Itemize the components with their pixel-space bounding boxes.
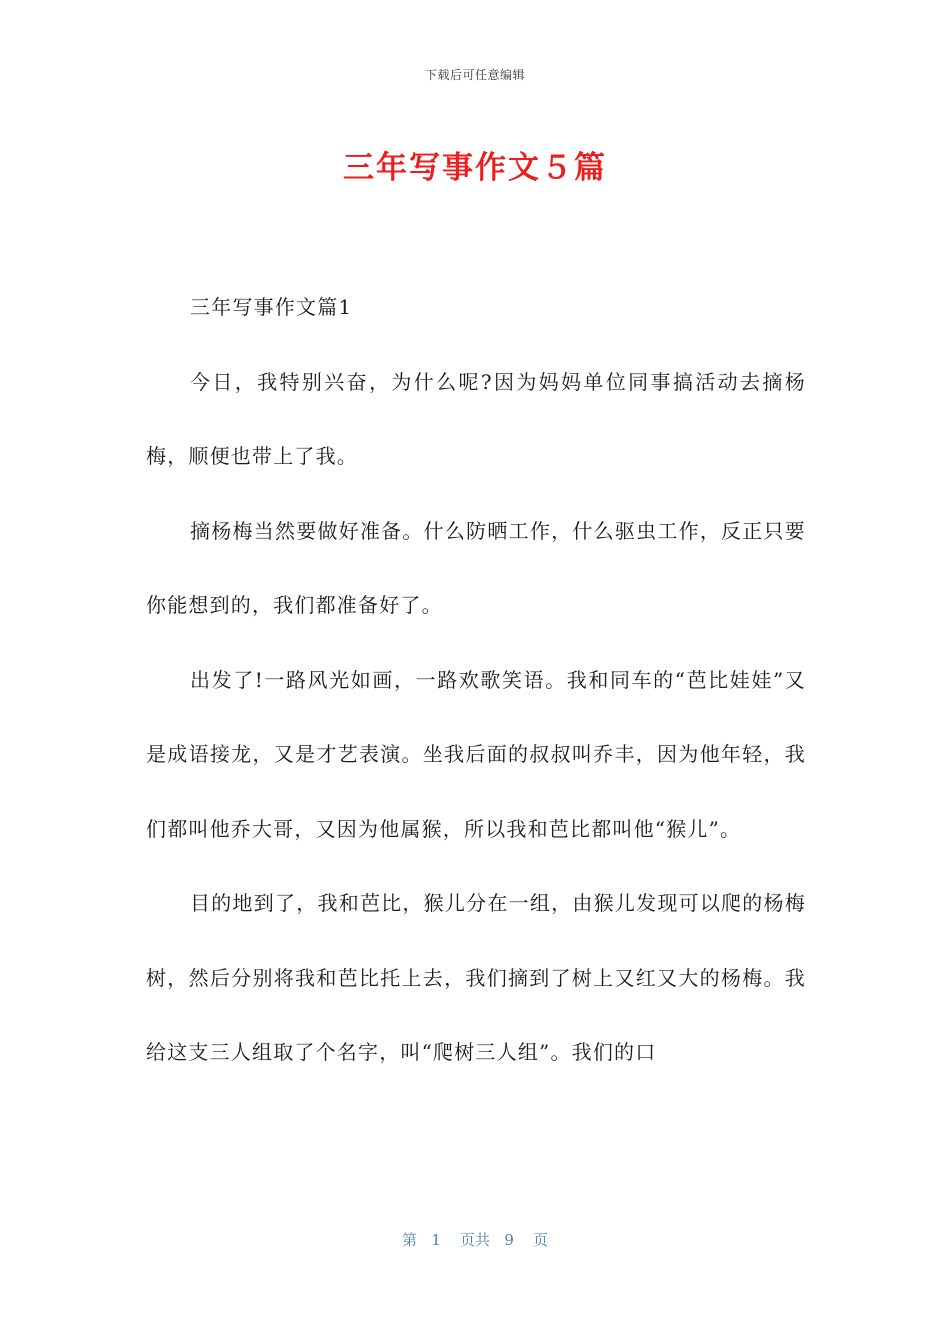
footer-page-number: 1 — [431, 1231, 441, 1249]
paragraph: 今日，我特别兴奋，为什么呢?因为妈妈单位同事搞活动去摘杨梅，顺便也带上了我。 — [146, 369, 806, 468]
section-heading: 三年写事作文篇1 — [190, 295, 353, 319]
footer-prefix: 第 — [402, 1231, 418, 1249]
document-title: 三年写事作文５篇 — [343, 150, 607, 186]
paragraph: 摘杨梅当然要做好准备。什么防晒工作，什么驱虫工作，反正只要你能想到的，我们都准备好了。 — [146, 518, 806, 617]
footer-middle: 页共 — [459, 1231, 490, 1249]
footer-total-pages: 9 — [504, 1231, 514, 1249]
header-note: 下载后可任意编辑 — [424, 68, 525, 82]
paragraph: 出发了!一路风光如画，一路欢歌笑语。我和同车的“芭比娃娃”又是成语接龙，又是才艺表演。坐我后面的叔叔叫乔丰，因为他年轻，我们都叫他乔大哥，又因为他属猴，所以我和芭比都叫他“猴儿”。 — [146, 667, 806, 841]
page-footer — [0, 1229, 950, 1250]
paragraph: 目的地到了，我和芭比，猴儿分在一组，由猴儿发现可以爬的杨梅树，然后分别将我和芭比托上去，我们摘到了树上又红又大的杨梅。我给这支三人组取了个名字，叫“爬树三人组”。我们的口 — [146, 891, 806, 1064]
footer-suffix: 页 — [532, 1231, 548, 1249]
document-body — [146, 270, 806, 1090]
